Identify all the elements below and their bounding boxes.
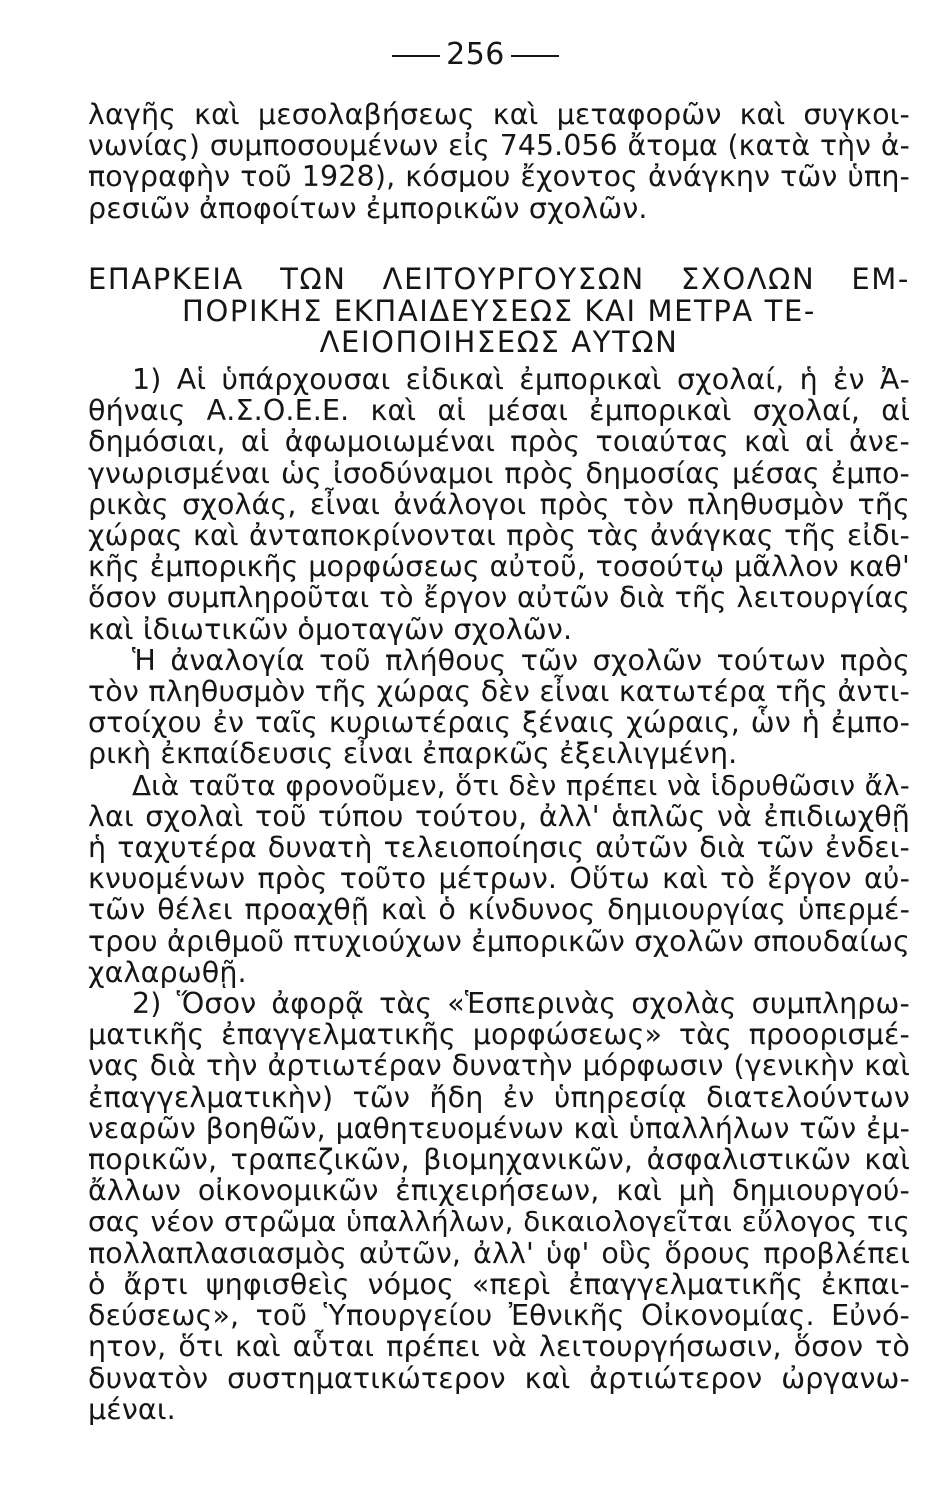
text-line: χαλαρωθῇ. (88, 955, 247, 989)
text-line: μέναι. (88, 1392, 176, 1426)
text-line: λαγῆς καὶ μεσολαβήσεως καὶ μεταφορῶν καὶ συγκοι- (88, 98, 910, 131)
text-line: ἐπαγγελματικὴν) τῶν ἤδη ἐν ὑπηρεσίᾳ διατελούντων (88, 1080, 910, 1114)
text-line: λαι σχολαὶ τοῦ τύπου τούτου, ἀλλ' ἁπλῶς νὰ ἐπιδιωχθῇ (88, 799, 910, 833)
page-number-header (0, 36, 951, 74)
text-line: τὸν πληθυσμὸν τῆς χώρας δὲν εἶναι κατωτέρα τῆς ἀντι- (88, 675, 910, 709)
text-line: στοίχου ἐν ταῖς κυριωτέραις ξέναις χώραις, ὧν ἡ ἐμπο- (88, 706, 910, 740)
text-line: ὁ ἄρτι ψηφισθεὶς νόμος «περὶ ἐπαγγελματικῆς ἐκπαι- (88, 1267, 910, 1301)
section-heading (88, 264, 910, 359)
text-line: τρου ἀριθμοῦ πτυχιούχων ἐμπορικῶν σχολῶν σπουδαίως (88, 924, 910, 958)
text-line: χώρας καὶ ἀνταποκρίνονται πρὸς τὰς ἀνάγκας τῆς εἰδι- (88, 519, 910, 553)
intro-paragraph (88, 99, 910, 224)
text-line: νας διὰ τὴν ἀρτιωτέραν δυνατὴν μόρφωσιν (γενικὴν καὶ (88, 1049, 910, 1083)
text-line: ἡ ταχυτέρα δυνατὴ τελειοποίησις αὐτῶν διὰ τῶν ἐνδει- (88, 831, 910, 865)
text-line: νεαρῶν βοηθῶν, μαθητευομένων καὶ ὑπαλλήλων τῶν ἐμ- (88, 1111, 910, 1145)
text-line: πογραφὴν τοῦ 1928), κόσμου ἔχοντος ἀνάγκην τῶν ὑπη- (88, 160, 910, 194)
text-line: γνωρισμέναι ὡς ἰσοδύναμοι πρὸς δημοσίας μέσας ἐμπο- (88, 456, 910, 490)
text-line: πορικῶν, τραπεζικῶν, βιομηχανικῶν, ἀσφαλιστικῶν καὶ (88, 1143, 910, 1177)
text-line: δυνατὸν συστηματικώτερον καὶ ἀρτιώτερον ὠργανω- (88, 1361, 910, 1395)
heading-line: ΠΟΡΙΚΗΣ ΕΚΠΑΙΔΕΥΣΕΩΣ ΚΑΙ ΜΕΤΡΑ ΤΕ- (182, 293, 816, 328)
text-line: καὶ ἰδιωτικῶν ὁμοταγῶν σχολῶν. (88, 612, 573, 646)
text-line: θήναις Α.Σ.Ο.Ε.Ε. καὶ αἱ μέσαι ἐμπορικαὶ σχολαί, αἱ (88, 394, 910, 428)
text-line: ητον, ὅτι καὶ αὗται πρέπει νὰ λειτουργήσωσιν, ὅσον τὸ (88, 1330, 910, 1364)
heading-line: ΛΕΙΟΠΟΙΗΣΕΩΣ ΑΥΤΩΝ (319, 325, 679, 359)
text-line: κῆς ἐμπορικῆς μορφώσεως αὐτοῦ, τοσούτῳ μᾶλλον καθ' (88, 550, 910, 584)
text-line: ρικὴ ἐκπαίδευσις εἶναι ἐπαρκῶς ἐξειλιγμένη. (88, 737, 738, 771)
text-line: ρικὰς σχολάς, εἶναι ἀνάλογοι πρὸς τὸν πληθυσμὸν τῆς (88, 487, 910, 521)
text-line: Διὰ ταῦτα φρονοῦμεν, ὅτι δὲν πρέπει νὰ ἱδρυθῶσιν ἄλ- (132, 768, 910, 802)
text-line: σας νέον στρῶμα ὑπαλλήλων, δικαιολογεῖται εὔλογος τις (88, 1205, 910, 1239)
text-line: πολλαπλασιασμὸς αὐτῶν, ἀλλ' ὑφ' οὓς ὅρους προβλέπει (88, 1236, 910, 1270)
text-line: 1) Αἱ ὑπάρχουσαι εἰδικαὶ ἐμπορικαὶ σχολαί, ἡ ἐν Ἀ- (132, 363, 910, 396)
text-line: Ἡ ἀναλογία τοῦ πλήθους τῶν σχολῶν τούτων πρὸς (132, 643, 910, 677)
text-line: ἄλλων οἰκονομικῶν ἐπιχειρήσεων, καὶ μὴ δημιουργού- (88, 1174, 910, 1208)
text-line: 2) Ὅσον ἀφορᾷ τὰς «Ἑσπερινὰς σχολὰς συμπληρω- (132, 987, 910, 1021)
text-line: τῶν θέλει προαχθῇ καὶ ὁ κίνδυνος δημιουργίας ὑπερμέ- (88, 893, 910, 927)
text-line: δημόσιαι, αἱ ἀφωμοιωμέναι πρὸς τοιαύτας καὶ αἱ ἀνε- (88, 425, 910, 459)
text-line: κνυομένων πρὸς τοῦτο μέτρων. Οὕτω καὶ τὸ ἔργον αὐ- (88, 862, 910, 896)
text-line: ρεσιῶν ἀποφοίτων ἐμπορικῶν σχολῶν. (88, 191, 648, 225)
right-dash-rule (511, 55, 559, 57)
left-dash-rule (392, 55, 440, 57)
page-number: 256 (446, 37, 505, 72)
text-line: ὅσον συμπληροῦται τὸ ἔργον αὐτῶν διὰ τῆς λειτουργίας (88, 581, 910, 615)
text-line: ματικῆς ἐπαγγελματικῆς μορφώσεως» τὰς προορισμέ- (88, 1018, 910, 1052)
text-line: νωνίας) συμποσουμένων εἰς 745.056 ἄτομα (κατὰ τὴν ἀ- (88, 129, 910, 163)
body-text (88, 364, 910, 1425)
text-line: δεύσεως», τοῦ Ὑπουργείου Ἐθνικῆς Οἰκονομίας. Εὐνό- (88, 1299, 910, 1333)
heading-line: ΕΠΑΡΚΕΙΑ ΤΩΝ ΛΕΙΤΟΥΡΓΟΥΣΩΝ ΣΧΟΛΩΝ ΕΜ- (88, 262, 910, 296)
